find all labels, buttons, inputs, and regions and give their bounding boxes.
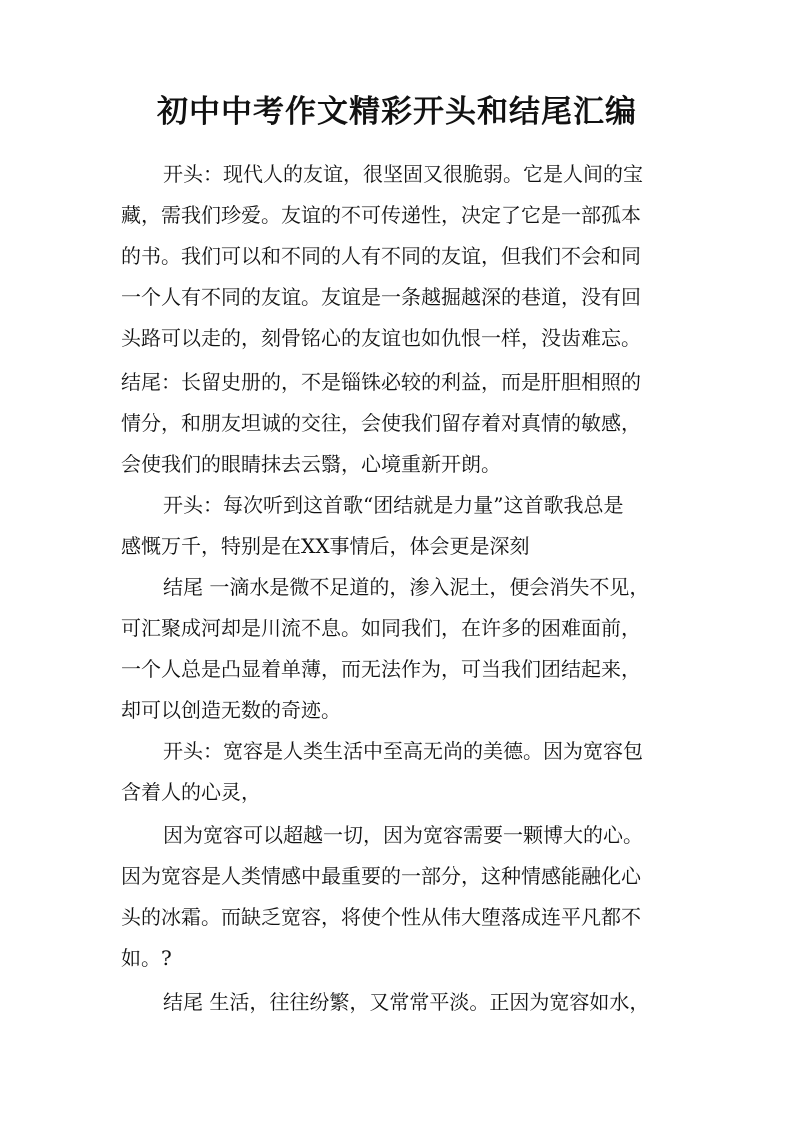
text-line: 因为宽容是人类情感中最重要的一部分，这种情感能融化心: [121, 864, 641, 888]
text-line: 可汇聚成河却是川流不息。如同我们，在许多的困难面前，: [121, 616, 641, 640]
text-line: 结尾 一滴水是微不足道的，渗入泥土，便会消失不见，: [163, 575, 650, 599]
document-title: 初中中考作文精彩开头和结尾汇编: [157, 94, 637, 130]
text-line: 藏，需我们珍爱。友谊的不可传递性，决定了它是一部孤本: [121, 203, 641, 227]
text-line: 含着人的心灵，: [121, 780, 261, 804]
text-line: 头路可以走的，刻骨铭心的友谊也如仇恨一样，没齿难忘。: [121, 326, 641, 350]
text-line: 结尾 生活，往往纷繁，又常常平淡。正因为宽容如水，: [163, 990, 650, 1014]
text-line: 开头：宽容是人类生活中至高无尚的美德。因为宽容包: [163, 739, 643, 763]
text-line: 感慨万千，特别是在XX事情后，体会更是深刻: [121, 534, 530, 558]
text-line: 一个人总是凸显着单薄，而无法作为，可当我们团结起来，: [121, 657, 641, 681]
text-line: 开头：现代人的友谊，很坚固又很脆弱。它是人间的宝: [163, 162, 643, 186]
text-line: 却可以创造无数的奇迹。: [121, 698, 341, 722]
text-line: 一个人有不同的友谊。友谊是一条越掘越深的巷道，没有回: [121, 285, 641, 309]
text-line: 头的冰霜。而缺乏宽容，将使个性从伟大堕落成连平凡都不: [121, 905, 641, 929]
text-line: 情分，和朋友坦诚的交往，会使我们留存着对真情的敏感，: [121, 411, 641, 435]
text-line: 如。?: [121, 946, 172, 970]
text-line: 因为宽容可以超越一切，因为宽容需要一颗博大的心。: [163, 823, 643, 847]
text-line: 结尾：长留史册的，不是锱铢必较的利益，而是肝胆相照的: [121, 370, 641, 394]
text-line: 开头：每次听到这首歌“团结就是力量”这首歌我总是: [163, 493, 624, 517]
text-line: 会使我们的眼睛抹去云翳，心境重新开朗。: [121, 452, 501, 476]
text-line: 的书。我们可以和不同的人有不同的友谊，但我们不会和同: [121, 244, 641, 268]
